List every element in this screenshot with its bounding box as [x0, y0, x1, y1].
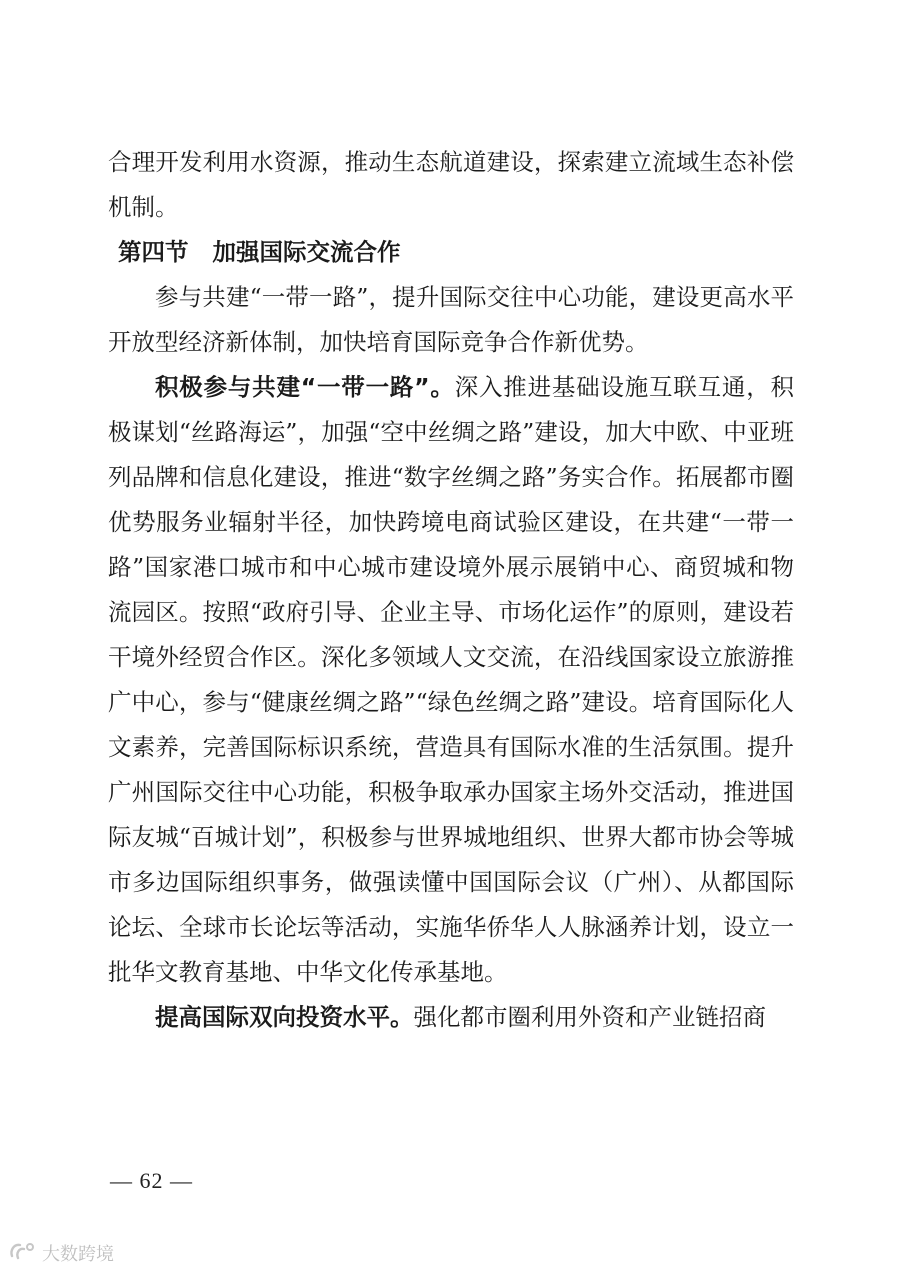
paragraph-investment: [108, 995, 794, 1040]
watermark: [8, 1240, 114, 1266]
paragraph-body: 深入推进基础设施互联互通，积极谋划“丝路海运”，加强“空中丝绸之路”建设，加大中欧、中亚班列品牌和信息化建设，推进“数字丝绸之路”务实合作。拓展都市圈优势服务业辐射半径，加快跨境电商试验区建设，在共建“一带一路”国家港口城市和中心城市建设境外展示展销中心、商贸城和物流园区。按照“政府引导、企业主导、市场化运作”的原则，建设若干境外经贸合作区。深化多领域人文交流，在沿线国家设立旅游推广中心，参与“健康丝绸之路”“绿色丝绸之路”建设。培育国际化人文素养，完善国际标识系统，营造具有国际水准的生活氛围。提升广州国际交往中心功能，积极争取承办国家主场外交活动，推进国际友城“百城计划”，积极参与世界城地组织、世界大都市协会等城市多边国际组织事务，做强读懂中国国际会议（广州）、从都国际论坛、全球市长论坛等活动，实施华侨华人人脉涵养计划，设立一批华文教育基地、中华文化传承基地。: [108, 373, 795, 986]
section-heading: [108, 230, 794, 275]
paragraph-intro: 参与共建“一带一路”，提升国际交往中心功能，建设更高水平开放型经济新体制，加快培育国际竞争合作新优势。: [108, 283, 794, 356]
paragraph-lead: 提高国际双向投资水平。: [155, 1003, 414, 1031]
page-number: — 62 —: [110, 1168, 193, 1193]
brand-logo-icon: [8, 1240, 38, 1266]
body-text: [108, 140, 794, 1040]
paragraph-lead: 积极参与共建“一带一路”。: [155, 373, 455, 401]
section-title: 加强国际交流合作: [212, 238, 401, 266]
paragraph-belt-road: [108, 365, 794, 995]
paragraph-body: 强化都市圈利用外资和产业链招商: [413, 1003, 766, 1031]
watermark-text: 大数跨境: [42, 1244, 114, 1265]
section-label: 第四节: [118, 238, 189, 266]
paragraph-continued: 合理开发利用水资源，推动生态航道建设，探索建立流域生态补偿机制。: [108, 148, 794, 221]
